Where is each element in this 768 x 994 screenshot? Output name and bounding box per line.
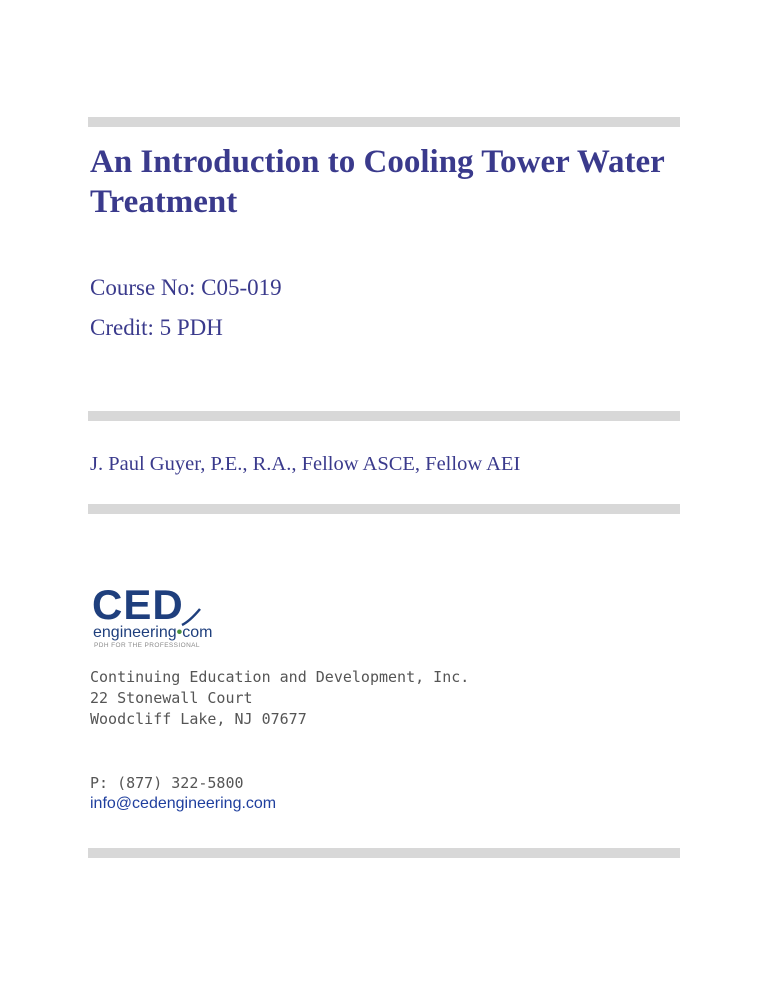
city-address: Woodcliff Lake, NJ 07677 — [90, 710, 307, 728]
organization-name: Continuing Education and Development, Inc. — [90, 668, 470, 686]
ced-engineering-logo — [90, 583, 250, 655]
author-line: J. Paul Guyer, P.E., R.A., Fellow ASCE, Fellow AEI — [90, 453, 521, 475]
logo-domain — [93, 624, 212, 642]
logo-wordmark: CED — [92, 581, 184, 628]
divider-top — [88, 117, 680, 127]
logo-domain-left: engineering — [93, 624, 177, 641]
divider-lower — [88, 504, 680, 514]
document-title: An Introduction to Cooling Tower Water Treatment — [90, 144, 665, 220]
email-link[interactable]: info@cedengineering.com — [90, 795, 277, 812]
divider-middle — [88, 411, 680, 421]
logo-domain-right: com — [182, 624, 213, 641]
logo-tagline: PDH FOR THE PROFESSIONAL — [94, 642, 200, 649]
divider-bottom — [88, 848, 680, 858]
logo-dot-icon: • — [176, 624, 183, 641]
course-number: Course No: C05-019 — [90, 275, 282, 300]
street-address: 22 Stonewall Court — [90, 689, 253, 707]
credit-hours: Credit: 5 PDH — [90, 315, 223, 340]
phone-number: P: (877) 322-5800 — [90, 774, 244, 792]
